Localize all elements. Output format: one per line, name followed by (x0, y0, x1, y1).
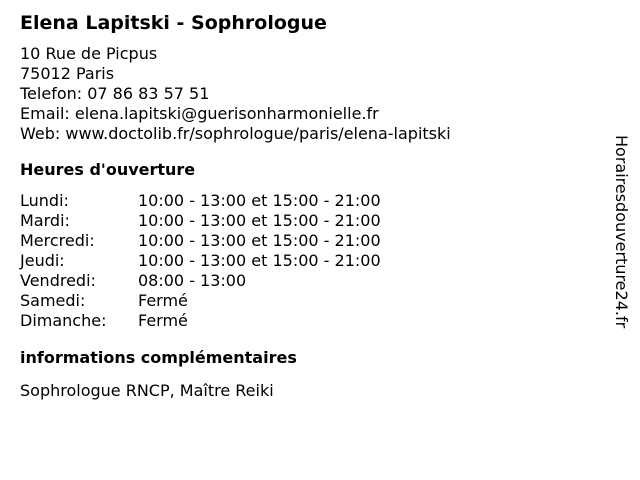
hours-row (20, 251, 381, 271)
day-label: Mardi: (20, 211, 70, 230)
phone-line: Telefon: 07 86 83 57 51 (20, 84, 210, 103)
day-label: Lundi: (20, 191, 69, 210)
day-hours: Fermé (138, 291, 188, 310)
site-watermark: Horairesdouverture24.fr (612, 135, 631, 329)
day-hours: Fermé (138, 311, 188, 330)
hours-row (20, 271, 381, 291)
hours-row (20, 231, 381, 251)
opening-hours-section (20, 159, 600, 331)
day-hours: 08:00 - 13:00 (138, 271, 247, 290)
day-label: Dimanche: (20, 311, 107, 330)
email-line: Email: elena.lapitski@guerisonharmonielle.fr (20, 104, 379, 123)
business-name: Elena Lapitski - Sophrologue (20, 12, 327, 34)
business-card (20, 10, 600, 401)
web-line: Web: www.doctolib.fr/sophrologue/paris/elena-lapitski (20, 124, 451, 143)
hours-row (20, 211, 381, 231)
opening-hours-table (20, 191, 381, 331)
day-label: Vendredi: (20, 271, 96, 290)
additional-info-section (20, 347, 600, 401)
day-hours: 10:00 - 13:00 et 15:00 - 21:00 (138, 191, 381, 210)
day-label: Jeudi: (20, 251, 65, 270)
additional-info-text: Sophrologue RNCP, Maître Reiki (20, 381, 274, 400)
day-label: Mercredi: (20, 231, 95, 250)
hours-row (20, 191, 381, 211)
additional-info-title: informations complémentaires (20, 348, 297, 367)
address-street: 10 Rue de Picpus (20, 44, 158, 63)
address-city: 75012 Paris (20, 64, 115, 83)
day-hours: 10:00 - 13:00 et 15:00 - 21:00 (138, 251, 381, 270)
day-label: Samedi: (20, 291, 86, 310)
hours-row (20, 311, 381, 331)
day-hours: 10:00 - 13:00 et 15:00 - 21:00 (138, 231, 381, 250)
hours-row (20, 291, 381, 311)
contact-block (20, 44, 600, 144)
day-hours: 10:00 - 13:00 et 15:00 - 21:00 (138, 211, 381, 230)
opening-hours-title: Heures d'ouverture (20, 160, 196, 179)
